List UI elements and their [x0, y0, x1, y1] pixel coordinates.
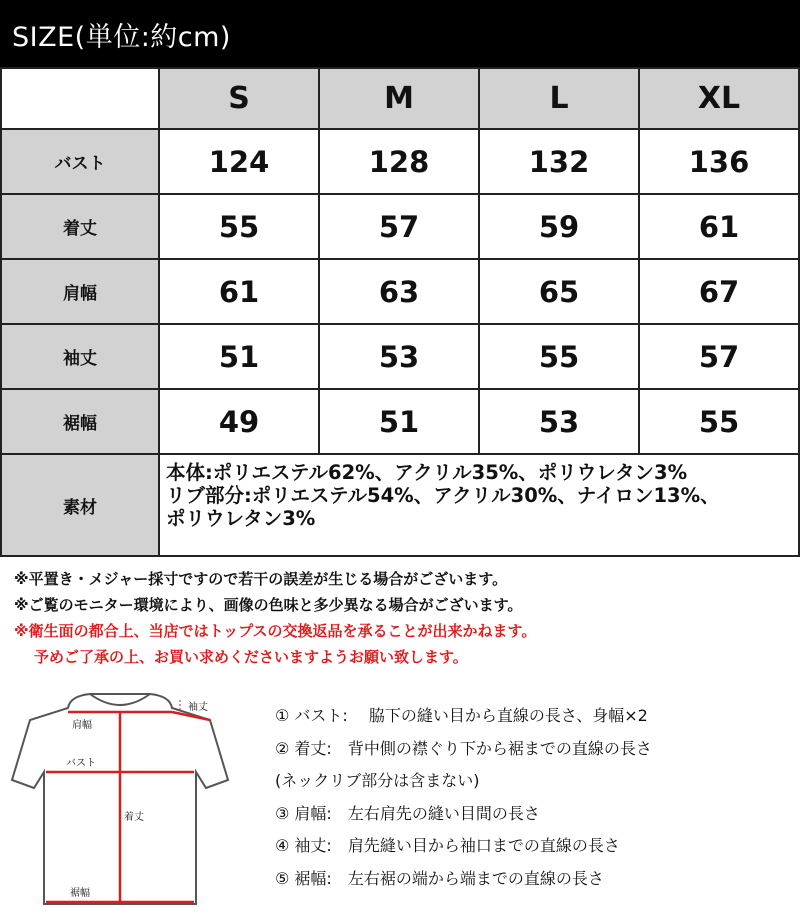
material-label: 素材	[1, 454, 159, 556]
definition-item: ③ 肩幅: 左右肩先の縫い目間の長さ	[275, 803, 540, 823]
table-cell: 136	[639, 129, 799, 194]
row-label: 袖丈	[1, 324, 159, 389]
table-cell: 51	[159, 324, 319, 389]
shoulder-label: 肩幅	[72, 720, 92, 731]
table-cell: 128	[319, 129, 479, 194]
table-row	[1, 194, 799, 259]
table-cell: 63	[319, 259, 479, 324]
title-bar	[0, 0, 800, 67]
size-header: L	[479, 68, 639, 129]
definition-item: (ネックリブ部分は含まない)	[275, 771, 480, 790]
row-label: バスト	[1, 129, 159, 194]
size-table	[0, 67, 800, 557]
size-header: XL	[639, 68, 799, 129]
size-header-row	[1, 68, 799, 129]
table-cell: 61	[159, 259, 319, 324]
note: ※平置き・メジャー採寸ですので若干の誤差が生じる場合がございます。	[14, 570, 508, 588]
table-cell: 124	[159, 129, 319, 194]
table-row	[1, 324, 799, 389]
material-row	[1, 454, 799, 556]
table-cell: 65	[479, 259, 639, 324]
table-row	[1, 389, 799, 454]
page-title: SIZE(単位:約cm)	[12, 22, 231, 53]
table-cell: 55	[479, 324, 639, 389]
definition-item: ⑤ 裾幅: 左右裾の端から端までの直線の長さ	[275, 868, 604, 888]
note-warning: 予めご了承の上、お買い求めくださいますようお願い致します。	[34, 648, 468, 666]
row-label: 着丈	[1, 194, 159, 259]
table-row	[1, 129, 799, 194]
table-cell: 57	[639, 324, 799, 389]
table-cell: 53	[479, 389, 639, 454]
notes	[14, 566, 536, 670]
table-cell: 61	[639, 194, 799, 259]
size-header: S	[159, 68, 319, 129]
definition-item: ① バスト: 脇下の縫い目から直線の長さ、身幅×2	[275, 706, 648, 725]
length-label: 着丈	[124, 812, 144, 823]
table-row	[1, 259, 799, 324]
tshirt-diagram	[10, 690, 250, 915]
sleeve-label: 袖丈	[188, 702, 208, 713]
hem-label: 裾幅	[70, 888, 90, 899]
bust-label: バスト	[66, 758, 96, 769]
note: ※ご覧のモニター環境により、画像の色味と多少異なる場合がございます。	[14, 596, 523, 614]
material-line: ポリウレタン3%	[166, 507, 316, 530]
table-cell: 55	[159, 194, 319, 259]
material-line: リブ部分:ポリエステル54%、アクリル30%、ナイロン13%、	[166, 484, 720, 507]
material-line: 本体:ポリエステル62%、アクリル35%、ポリウレタン3%	[166, 461, 688, 484]
table-cell: 55	[639, 389, 799, 454]
corner-cell	[1, 68, 159, 129]
table-cell: 67	[639, 259, 799, 324]
size-header: M	[319, 68, 479, 129]
definition-item: ② 着丈: 背中側の襟ぐり下から裾までの直線の長さ	[275, 738, 652, 758]
table-cell: 53	[319, 324, 479, 389]
definition-item: ④ 袖丈: 肩先縫い目から袖口までの直線の長さ	[275, 836, 620, 855]
material-text	[159, 454, 799, 556]
measurement-definitions	[275, 700, 652, 895]
row-label: 肩幅	[1, 259, 159, 324]
row-label: 裾幅	[1, 389, 159, 454]
table-cell: 49	[159, 389, 319, 454]
table-cell: 59	[479, 194, 639, 259]
table-cell: 51	[319, 389, 479, 454]
measurement-diagram	[10, 690, 250, 915]
table-cell: 132	[479, 129, 639, 194]
table-cell: 57	[319, 194, 479, 259]
note-warning: ※衛生面の都合上、当店ではトップスの交換返品を承ることが出来かねます。	[14, 622, 537, 640]
